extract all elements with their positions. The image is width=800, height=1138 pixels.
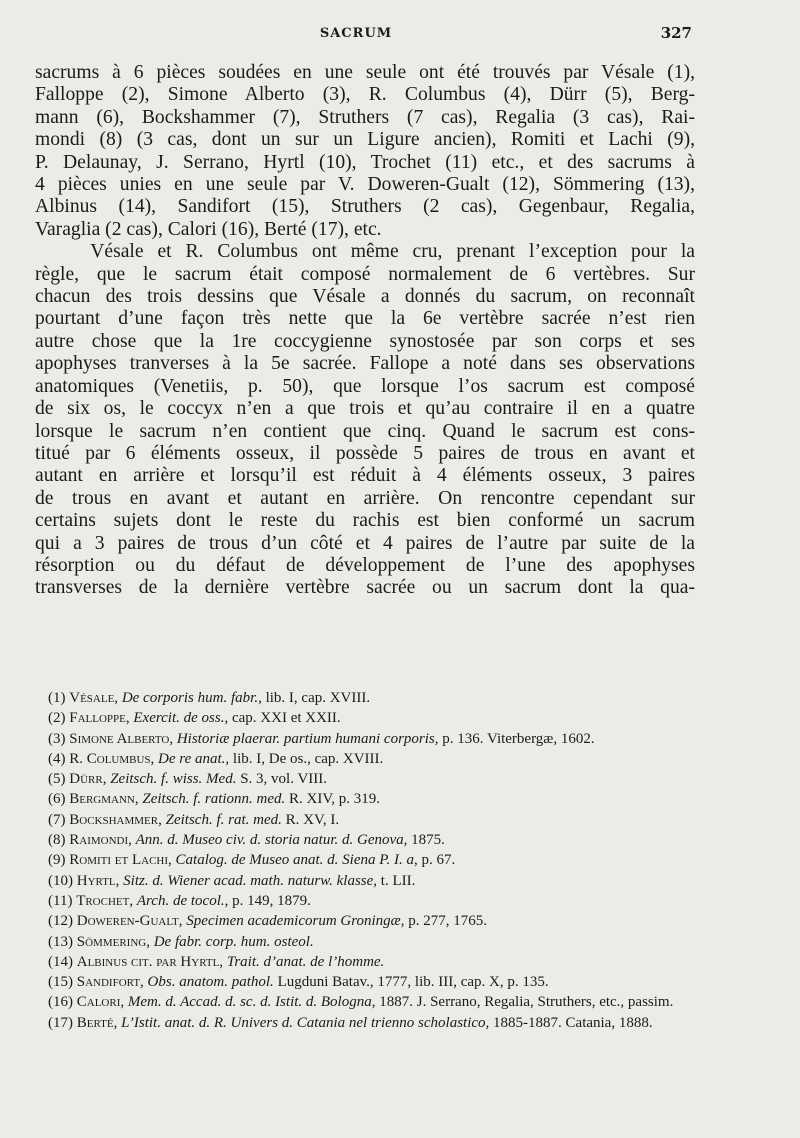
footnote (35, 911, 697, 931)
footnote (35, 871, 697, 891)
footnote-author: Vésale, (69, 690, 122, 706)
body-line: pourtant d’une façon très nette que la 6e vertèbre sacrée n’est rien (35, 308, 695, 330)
footnote-details: R. XIV, p. 319. (285, 791, 381, 808)
footnote-details: , 1885-1887. Catania, 1888. (485, 1014, 653, 1031)
footnote-author: Raimondi, (69, 832, 136, 849)
body-line: Vésale et R. Columbus ont même cru, prenant l’exception pour la (35, 241, 695, 263)
footnote-number: (5) (48, 771, 70, 788)
body-line: titué par 6 éléments osseux, il possède 5 paires de trous en avant et (35, 442, 695, 464)
footnote-author: Simone Alberto, (69, 730, 177, 747)
footnote-author: Bergmann, (69, 791, 143, 808)
body-line: lorsque le sacrum n’en contient que cinq. Quand le sacrum est cons- (35, 420, 695, 442)
footnote-reference: Zeitsch. f. rationn. med. (142, 791, 286, 808)
footnote-details: , p. 277, 1765. (400, 913, 487, 930)
running-head (0, 24, 800, 44)
body-line: 4 pièces unies en une seule par V. Doweren-Gualt (12), Sömmering (13), (35, 174, 695, 196)
footnote (35, 972, 697, 992)
footnote-number: (14) (48, 953, 77, 970)
body-line: apophyses tranverses à la 5e sacrée. Fallope a noté dans ses observations (35, 353, 695, 375)
footnote-reference: De corporis hum. fabr. (121, 690, 259, 706)
body-line: de six os, le coccyx n’en a que trois et qu’au contraire il en a quatre (35, 398, 695, 420)
footnote-reference: Mem. d. Accad. d. sc. d. Istit. d. Bologna (127, 994, 372, 1011)
footnote-reference: Specimen academicorum Groningæ (186, 913, 401, 930)
footnote-reference: Obs. anatom. pathol. (147, 974, 274, 991)
footnote (35, 749, 697, 769)
body-line: résorption ou du défaut de développement de l’une des apophyses (35, 554, 695, 576)
body-line: Albinus (14), Sandifort (15), Struthers (2 cas), Gegenbaur, Regalia, (35, 196, 695, 218)
footnote-reference: Catalog. de Museo anat. d. Siena P. I. a (175, 852, 414, 869)
footnote (35, 850, 697, 870)
footnote-number: (9) (48, 852, 70, 869)
page-number: 327 (660, 24, 692, 42)
footnote-reference: Historiæ plaerar. partium humani corporis (176, 730, 435, 747)
footnote-author: Hyrtl, (76, 872, 124, 889)
footnote-author: Trochet, (76, 892, 137, 909)
body-line: P. Delaunay, J. Serrano, Hyrtl (10), Trochet (11) etc., et des sacrums à (35, 151, 695, 173)
footnote-details: , cap. XXI et XXII. (224, 710, 341, 727)
footnote-details: , 1875. (403, 832, 445, 849)
body-line: mondi (8) (3 cas, dont un sur un Ligure ancien), Romiti et Lachi (9), (35, 129, 695, 151)
footnote-details: , p. 67. (413, 852, 456, 869)
footnote-details: , p. 149, 1879. (224, 892, 311, 909)
footnote (35, 932, 697, 952)
footnote-details: , p. 136. Viterbergæ, 1602. (434, 730, 595, 747)
footnote-reference: Exercit. de oss. (133, 710, 225, 727)
body-line: Falloppe (2), Simone Alberto (3), R. Columbus (4), Dürr (5), Berg- (35, 84, 695, 106)
body-line: autant en arrière et lorsqu’il est réduit à 4 éléments osseux, 3 paires (35, 465, 695, 487)
footnote-number: (2) (48, 710, 70, 727)
body-line: règle, que le sacrum était composé normalement de 6 vertèbres. Sur (35, 263, 695, 285)
footnote-author: Calori, (76, 994, 128, 1011)
footnote-number: (3) (48, 730, 70, 747)
footnote-reference: Zeitsch. f. rat. med. (165, 811, 282, 828)
footnote-details: Lugduni Batav., 1777, lib. III, cap. X, p. 135. (273, 974, 549, 991)
footnote-number: (16) (48, 994, 77, 1011)
body-line: certains sujets dont le reste du rachis est bien conformé un sacrum (35, 510, 695, 532)
footnote-reference: Arch. de tocol. (136, 892, 225, 909)
footnote-details: R. XV, I. (281, 811, 340, 828)
footnote-author: Sömmering, (76, 933, 154, 950)
footnote-author: Romiti et Lachi, (69, 852, 176, 869)
footnote-author: Berté, (76, 1014, 122, 1031)
footnote (35, 891, 697, 911)
body-line: de trous en avant et autant en arrière. On rencontre cependant sur (35, 487, 695, 509)
footnote-reference: Sitz. d. Wiener acad. math. naturw. klasse (123, 872, 374, 889)
footnote (35, 688, 697, 708)
footnote-details: , t. LII. (373, 872, 416, 889)
body-line: autre chose que la 1re coccygienne synostosée par son corps et ses (35, 330, 695, 352)
footnote-reference: L’Istit. anat. d. R. Univers d. Catania nel trienno scholastico (121, 1014, 486, 1031)
footnote (35, 708, 697, 728)
footnote-reference: De re anat. (158, 750, 226, 767)
footnote-reference: Zeitsch. f. wiss. Med. (110, 771, 237, 788)
footnote-author: Doweren-Gualt, (76, 913, 187, 930)
footnote-details: , lib. I, De os., cap. XVIII. (225, 750, 384, 767)
body-line: transverses de la dernière vertèbre sacrée ou un sacrum dont la qua- (35, 577, 695, 599)
footnote-number: (10) (48, 872, 77, 889)
footnote (35, 810, 697, 830)
footnote (35, 769, 697, 789)
footnote (35, 729, 697, 749)
footnote (35, 992, 697, 1012)
footnote-details: , 1887. J. Serrano, Regalia, Struthers, etc., passim. (371, 994, 674, 1011)
footnote-number: (15) (48, 974, 77, 991)
footnote-author: Sandifort, (76, 974, 148, 991)
footnote (35, 830, 697, 850)
footnote-author: Bockshammer, (69, 811, 166, 828)
footnote-reference: Trait. d’anat. de l’homme. (226, 953, 385, 970)
footnote-reference: De fabr. corp. hum. osteol. (153, 933, 314, 950)
footnote (35, 1013, 697, 1033)
body-line: qui a 3 paires de trous d’un côté et 4 paires de l’autre par suite de la (35, 532, 695, 554)
footnote-details: S. 3, vol. VIII. (236, 771, 328, 788)
footnote-author: R. Columbus, (69, 750, 159, 767)
footnote-number: (12) (48, 913, 77, 930)
body-line: chacun des trois dessins que Vésale a donnés du sacrum, on reconnaît (35, 286, 695, 308)
footnote-reference: Ann. d. Museo civ. d. storia natur. d. Genova (135, 832, 404, 849)
body-line: sacrums à 6 pièces soudées en une seule ont été trouvés par Vésale (1), (35, 62, 695, 83)
body-line: Varaglia (2 cas), Calori (16), Berté (17), etc. (35, 218, 382, 240)
footnote-details: , lib. I, cap. XVIII. (258, 690, 371, 706)
footnote-number: (17) (48, 1014, 77, 1031)
footnote (35, 789, 697, 809)
body-line: anatomiques (Venetiis, p. 50), que lorsque l’os sacrum est composé (35, 375, 695, 397)
running-title: SACRUM (319, 26, 393, 41)
footnote-number: (4) (48, 750, 70, 767)
footnote (35, 952, 697, 972)
footnotes (35, 688, 697, 1033)
body-line: mann (6), Bockshammer (7), Struthers (7 cas), Regalia (3 cas), Rai- (35, 106, 695, 128)
footnote-number: (8) (48, 832, 70, 849)
footnote-number: (13) (48, 933, 77, 950)
body-text (35, 62, 695, 600)
footnote-number: (7) (48, 811, 70, 828)
footnote-author: Albinus cit. par Hyrtl, (76, 953, 227, 970)
footnote-author: Falloppe, (69, 710, 134, 727)
footnote-number: (11) (48, 892, 77, 909)
footnote-number: (1) (48, 690, 70, 706)
footnote-number: (6) (48, 791, 70, 808)
footnote-author: Dürr, (69, 771, 111, 788)
